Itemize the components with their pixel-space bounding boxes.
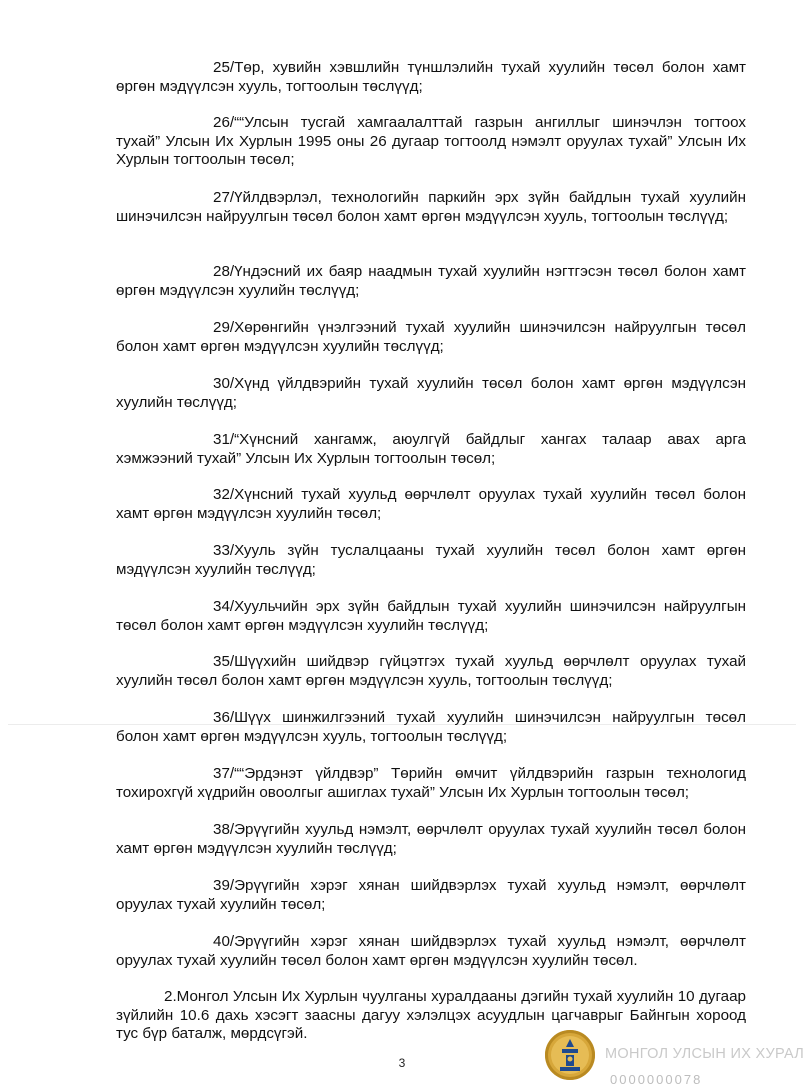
list-item-37: 37/““Эрдэнэт үйлдвэр” Төрийн өмчит үйлдвэрийн газрын технологид тохирохгүй хүдрийн овоолгыг ашиглах тухай” Улсын Их Хурлын тогтоолын төсөл; <box>116 765 746 801</box>
list-item-34: 34/Хуульчийн эрх зүйн байдлын тухай хуулийн шинэчилсэн найруулгын төсөл болон хамт өргөн мэдүүлсэн хуулийн төслүүд; <box>116 598 746 634</box>
watermark-digits: 0000000078 <box>610 1072 703 1087</box>
list-item-28: 28/Үндэсний их баяр наадмын тухай хуулийн нэгтгэсэн төсөл болон хамт өргөн мэдүүлсэн хуулийн төслүүд; <box>116 263 746 299</box>
watermark-text: МОНГОЛ УЛСЫН ИХ ХУРАЛ <box>605 1046 804 1062</box>
list-item-33: 33/Хууль зүйн туслалцааны тухай хуулийн төсөл болон хамт өргөн мэдүүлсэн хуулийн төслүүд; <box>116 542 746 578</box>
list-item-27: 27/Үйлдвэрлэл, технологийн паркийн эрх зүйн байдлын тухай хуулийн шинэчилсэн найруулгын төсөл болон хамт өргөн мэдүүлсэн хууль, тогтоолын төслүүд; <box>116 189 746 225</box>
list-item-36: 36/Шүүх шинжилгээний тухай хуулийн шинэчилсэн найруулгын төсөл болон хамт өргөн мэдүүлсэн хууль, тогтоолын төслүүд; <box>116 709 746 745</box>
paragraph-2: 2.Монгол Улсын Их Хурлын чуулганы хуралдааны дэгийн тухай хуулийн 10 дугаар зүйлийн 10.6 дахь хэсэгт заасны дагуу хэлэлцэх асуудлын цагчаврыг Байнгын хороод тус бүр баталж, мөрдсүгэй. <box>116 988 746 1043</box>
list-item-29: 29/Хөрөнгийн үнэлгээний тухай хуулийн шинэчилсэн найруулгын төсөл болон хамт өргөн мэдүүлсэн хуулийн төслүүд; <box>116 319 746 355</box>
list-item-32: 32/Хүнсний тухай хуульд өөрчлөлт оруулах тухай хуулийн төсөл болон хамт өргөн мэдүүлсэн хуулийн төсөл; <box>116 486 746 522</box>
list-item-38: 38/Эрүүгийн хуульд нэмэлт, өөрчлөлт оруулах тухай хуулийн төсөл болон хамт өргөн мэдүүлсэн хуулийн төслүүд; <box>116 821 746 857</box>
parliament-seal-icon <box>545 1030 595 1080</box>
list-item-31: 31/“Хүнсний хангамж, аюулгүй байдлыг хангах талаар авах арга хэмжээний тухай” Улсын Их Хурлын тогтоолын төсөл; <box>116 431 746 467</box>
list-item-35: 35/Шүүхийн шийдвэр гүйцэтгэх тухай хуульд өөрчлөлт оруулах тухай хуулийн төсөл болон хамт өргөн мэдүүлсэн хууль, тогтоолын төслүүд; <box>116 653 746 689</box>
list-item-26: 26/““Улсын тусгай хамгаалалттай газрын ангиллыг шинэчлэн тогтоох тухай” Улсын Их Хурлын 1995 оны 26 дугаар тогтоолд нэмэлт оруулах тухай” Улсын Их Хурлын тогтоолын төсөл; <box>116 114 746 169</box>
list-item-30: 30/Хүнд үйлдвэрийн тухай хуулийн төсөл болон хамт өргөн мэдүүлсэн хуулийн төслүүд; <box>116 375 746 411</box>
list-item-39: 39/Эрүүгийн хэрэг хянан шийдвэрлэх тухай хуульд нэмэлт, өөрчлөлт оруулах тухай хуулийн төсөл; <box>116 877 746 913</box>
page-number: 3 <box>398 1056 406 1070</box>
list-item-25: 25/Төр, хувийн хэвшлийн түншлэлийн тухай хуулийн төсөл болон хамт өргөн мэдүүлсэн хууль, тогтоолын төслүүд; <box>116 59 746 95</box>
list-item-40: 40/Эрүүгийн хэрэг хянан шийдвэрлэх тухай хуульд нэмэлт, өөрчлөлт оруулах тухай хуулийн төсөл болон хамт өргөн мэдүүлсэн хуулийн төсөл. <box>116 933 746 969</box>
